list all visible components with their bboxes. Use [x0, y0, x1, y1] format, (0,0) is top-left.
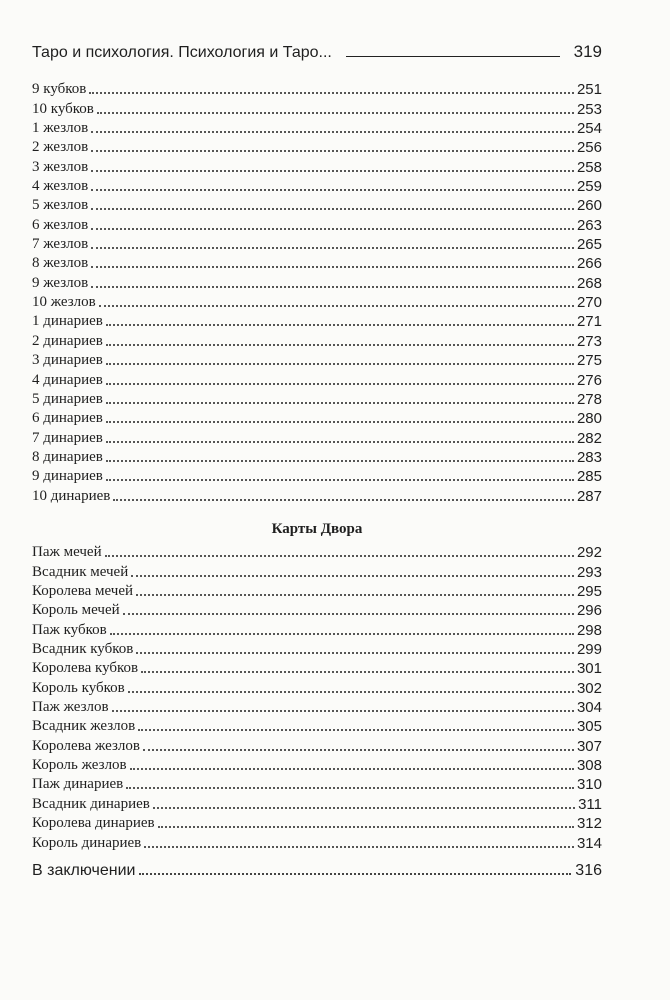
- toc-entry-label: 9 динариев: [32, 468, 103, 485]
- toc-entry-page: 258: [576, 158, 602, 176]
- toc-entry-label: 10 жезлов: [32, 294, 96, 311]
- toc-entry: [32, 755, 602, 774]
- dot-leader: [106, 441, 574, 443]
- toc-entry: [32, 98, 602, 117]
- dot-leader: [91, 286, 574, 288]
- toc-entry-page: 316: [575, 862, 602, 879]
- toc-entry: [32, 272, 602, 291]
- toc-entry-label: 9 кубков: [32, 81, 87, 98]
- toc-entry-page: 283: [576, 448, 602, 466]
- toc-entry: [32, 79, 602, 98]
- toc-entry-label: Король динариев: [32, 834, 142, 851]
- toc-entry: [32, 137, 602, 156]
- toc-pip-cards: [32, 79, 602, 505]
- toc-entry: [32, 311, 602, 330]
- dot-leader: [136, 594, 574, 596]
- toc-entry-page: 254: [576, 120, 602, 138]
- toc-entry-page: 301: [576, 660, 602, 678]
- toc-entry-label: 2 динариев: [32, 332, 103, 349]
- dot-leader: [91, 189, 574, 191]
- toc-entry-label: 4 жезлов: [32, 178, 89, 195]
- dot-leader: [153, 807, 575, 809]
- toc-entry: [32, 447, 602, 466]
- dot-leader: [136, 652, 574, 654]
- dot-leader: [141, 671, 574, 673]
- toc-entry-label: 3 жезлов: [32, 158, 89, 175]
- toc-entry: [32, 542, 602, 561]
- toc-entry-label: Королева жезлов: [32, 737, 140, 754]
- toc-entry-label: Паж кубков: [32, 621, 107, 638]
- toc-entry-page: 308: [576, 757, 602, 775]
- toc-entry: [32, 735, 602, 754]
- toc-entry: [32, 485, 602, 504]
- toc-entry-page: 302: [576, 679, 602, 697]
- toc-entry-label: 8 жезлов: [32, 255, 89, 272]
- dot-leader: [91, 266, 574, 268]
- toc-entry: [32, 697, 602, 716]
- toc-entry-page: 259: [576, 178, 602, 196]
- toc-entry-label: 6 динариев: [32, 410, 103, 427]
- toc-entry-page: 295: [576, 583, 602, 601]
- toc-entry-label: 8 динариев: [32, 448, 103, 465]
- toc-entry-label: Всадник мечей: [32, 563, 129, 580]
- dot-leader: [91, 150, 574, 152]
- toc-entry-label: Паж динариев: [32, 776, 124, 793]
- dot-leader: [106, 460, 574, 462]
- toc-entry-label: Паж жезлов: [32, 699, 109, 716]
- running-head: [32, 38, 602, 62]
- toc-entry: [32, 253, 602, 272]
- toc-entry-label: Всадник динариев: [32, 795, 150, 812]
- dot-leader: [158, 826, 574, 828]
- section-title: Карты Двора: [271, 521, 363, 537]
- dot-leader: [91, 247, 574, 249]
- toc-entry-page: 298: [576, 621, 602, 639]
- toc-entry-label: 7 жезлов: [32, 236, 89, 253]
- dot-leader: [126, 787, 574, 789]
- dot-leader: [131, 575, 574, 577]
- toc-entry-label: 10 кубков: [32, 100, 94, 117]
- toc-entry: [32, 561, 602, 580]
- dot-leader: [130, 768, 574, 770]
- toc-entry-label: Всадник кубков: [32, 641, 134, 658]
- dot-leader: [99, 305, 574, 307]
- toc-entry: [32, 466, 602, 485]
- toc-entry-label: Паж мечей: [32, 544, 102, 561]
- toc-entry-page: 260: [576, 197, 602, 215]
- toc-entry-label: В заключении: [32, 862, 136, 879]
- toc-entry-page: 311: [578, 795, 602, 813]
- toc-entry: [32, 330, 602, 349]
- toc-entry: [32, 793, 602, 812]
- toc-entry-page: 278: [576, 390, 602, 408]
- toc-entry-page: 312: [576, 815, 602, 833]
- toc-entry: [32, 427, 602, 446]
- toc-entry-page: 270: [576, 294, 602, 312]
- page-number: 319: [573, 42, 602, 61]
- dot-leader: [97, 112, 574, 114]
- toc-closing-entry: [32, 856, 602, 880]
- dot-leader: [139, 873, 571, 875]
- dot-leader: [123, 613, 574, 615]
- toc-entry-label: Король жезлов: [32, 757, 127, 774]
- dot-leader: [106, 344, 574, 346]
- toc-entry-label: 6 жезлов: [32, 216, 89, 233]
- toc-entry-label: 1 жезлов: [32, 120, 89, 137]
- toc-entry-page: 265: [576, 236, 602, 254]
- dot-leader: [106, 402, 574, 404]
- dot-leader: [143, 749, 574, 751]
- running-head-rule: [346, 56, 560, 57]
- toc-entry-label: 9 жезлов: [32, 274, 89, 291]
- toc-entry: [32, 600, 602, 619]
- toc-entry: [32, 619, 602, 638]
- toc-entry-page: 280: [576, 410, 602, 428]
- toc-entry-label: Королева мечей: [32, 583, 134, 600]
- dot-leader: [128, 691, 574, 693]
- toc-entry-label: 2 жезлов: [32, 139, 89, 156]
- toc-entry: [32, 774, 602, 793]
- toc-entry-page: 273: [576, 332, 602, 350]
- toc-entry: [32, 234, 602, 253]
- toc-entry-label: 5 жезлов: [32, 197, 89, 214]
- toc-entry-label: 5 динариев: [32, 390, 103, 407]
- dot-leader: [91, 228, 574, 230]
- toc-entry-label: Король мечей: [32, 602, 120, 619]
- toc-entry: [32, 389, 602, 408]
- dot-leader: [105, 555, 574, 557]
- dot-leader: [106, 479, 574, 481]
- toc-entry: [32, 639, 602, 658]
- toc-entry-label: Король кубков: [32, 679, 125, 696]
- toc-entry: [32, 195, 602, 214]
- toc-entry-label: 10 динариев: [32, 487, 111, 504]
- running-head-title: Таро и психология. Психология и Таро...: [32, 44, 332, 61]
- toc-entry: [32, 350, 602, 369]
- toc-entry-page: 293: [576, 563, 602, 581]
- toc-entry: [32, 658, 602, 677]
- toc-entry: [32, 813, 602, 832]
- toc-entry: [32, 581, 602, 600]
- toc-entry-label: Королева динариев: [32, 815, 155, 832]
- toc-entry: [32, 292, 602, 311]
- toc-entry-label: Королева кубков: [32, 660, 139, 677]
- toc-court-cards: [32, 542, 602, 852]
- toc-entry-page: 310: [576, 776, 602, 794]
- toc-entry: [32, 156, 602, 175]
- toc-entry: [32, 832, 602, 851]
- toc-entry-label: Всадник жезлов: [32, 718, 136, 735]
- dot-leader: [138, 729, 574, 731]
- toc-entry-page: 276: [576, 371, 602, 389]
- toc-entry: [32, 118, 602, 137]
- toc-entry-page: 314: [576, 834, 602, 852]
- dot-leader: [112, 710, 574, 712]
- toc-entry-page: 287: [576, 487, 602, 505]
- toc-entry: [32, 716, 602, 735]
- toc-entry: [32, 214, 602, 233]
- dot-leader: [106, 383, 574, 385]
- toc-entry-page: 307: [576, 737, 602, 755]
- toc-entry: [32, 176, 602, 195]
- toc-entry-label: 4 динариев: [32, 371, 103, 388]
- toc-entry-page: 296: [576, 602, 602, 620]
- toc-entry-page: 305: [576, 718, 602, 736]
- dot-leader: [144, 846, 574, 848]
- toc-entry: [32, 408, 602, 427]
- dot-leader: [110, 633, 574, 635]
- toc-entry: [32, 677, 602, 696]
- toc-entry-page: 285: [576, 468, 602, 486]
- toc-entry-page: 304: [576, 699, 602, 717]
- dot-leader: [113, 499, 574, 501]
- toc-entry-page: 299: [576, 641, 602, 659]
- toc-entry-page: 263: [576, 216, 602, 234]
- toc-entry-label: 3 динариев: [32, 352, 103, 369]
- dot-leader: [91, 131, 574, 133]
- toc-entry-page: 268: [576, 274, 602, 292]
- toc-entry-page: 253: [576, 100, 602, 118]
- toc-entry-page: 251: [576, 81, 602, 99]
- toc-entry-label: 1 динариев: [32, 313, 103, 330]
- toc-entry-page: 271: [576, 313, 602, 331]
- dot-leader: [106, 421, 574, 423]
- toc-entry-page: 266: [576, 255, 602, 273]
- dot-leader: [89, 92, 574, 94]
- toc-entry-page: 292: [576, 544, 602, 562]
- dot-leader: [106, 363, 574, 365]
- dot-leader: [106, 324, 574, 326]
- toc-entry-page: 282: [576, 429, 602, 447]
- toc-entry: [32, 369, 602, 388]
- toc-entry-page: 275: [576, 352, 602, 370]
- dot-leader: [91, 170, 574, 172]
- toc-entry-label: 7 динариев: [32, 429, 103, 446]
- dot-leader: [91, 208, 574, 210]
- toc-entry-page: 256: [576, 139, 602, 157]
